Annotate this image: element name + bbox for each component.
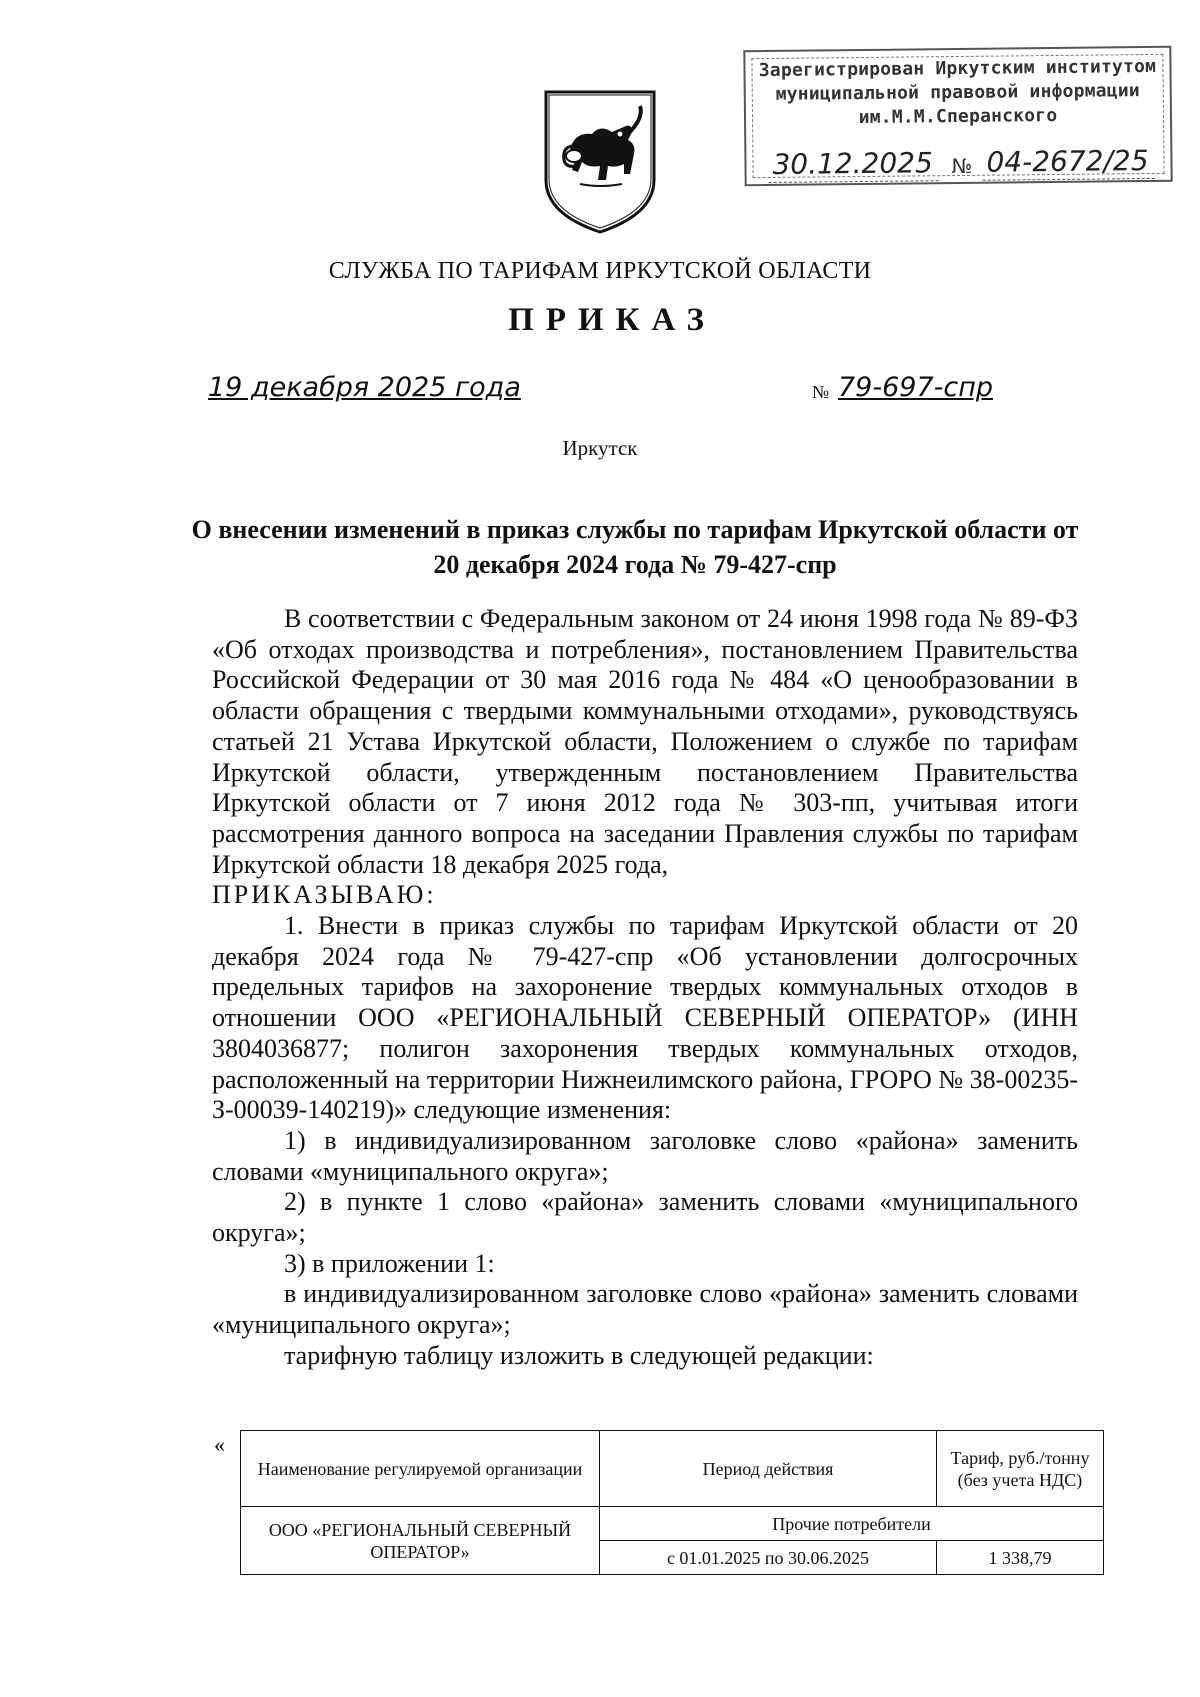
order-number: 79-697-спр [838, 372, 994, 403]
subitem-2-paragraph: 2) в пункте 1 слово «района» заменить словами «муниципального округа»; [212, 1187, 1078, 1248]
header-tariff: Тариф, руб./тонну (без учета НДС) [937, 1431, 1104, 1507]
stamp-date: 30.12.2025 [772, 146, 933, 181]
header-org: Наименование регулируемой организации [241, 1431, 600, 1507]
stamp-line-3: им.М.М.Сперанского [858, 104, 1058, 129]
coat-of-arms-icon [540, 88, 660, 236]
stamp-line-1: Зарегистрирован Иркутским институтом [758, 55, 1157, 82]
preamble-paragraph: В соответствии с Федеральным законом от 24 июня 1998 года № 89-ФЗ «Об отходах производства и потребления», постановлением Правительства Российской Федерации от 30 мая 2016 года № 484 «О ценообразовании в области обращения с твердыми коммунальными отходами», руководствуясь статьей 21 Устава Иркутской области, Положением о службе по тарифам Иркутской области, утвержденным постановлением Правительства Иркутской области от 7 июня 2012 года № 303-пп, учитывая итоги рассмотрения данного вопроса на заседании Правления службы по тарифам Иркутской области 18 декабря 2025 года, [212, 604, 1078, 879]
order-date: 19 декабря 2025 года [208, 372, 521, 403]
order-number-label: № [812, 382, 830, 402]
registration-stamp [743, 46, 1172, 186]
table-row [241, 1507, 1104, 1541]
table-open-quote: « [214, 1432, 225, 1457]
order-word: ПРИКАЗЫВАЮ: [212, 880, 437, 910]
subitem-3b-paragraph: тарифную таблицу изложить в следующей редакции: [284, 1340, 874, 1370]
tariff-cell: 1 338,79 [937, 1541, 1104, 1575]
city: Иркутск [562, 436, 638, 460]
stamp-line-2: муниципальной правовой информации [775, 80, 1140, 105]
consumer-group-cell: Прочие потребители [600, 1507, 1104, 1541]
header-period: Период действия [600, 1431, 937, 1507]
subitem-3a-paragraph: в индивидуализированном заголовке слово «района» заменить словами «муниципального округа»; [212, 1279, 1078, 1340]
subitem-3-paragraph: 3) в приложении 1: [284, 1248, 495, 1278]
tariff-table [240, 1430, 1104, 1575]
organization-cell: ООО «РЕГИОНАЛЬНЫЙ СЕВЕРНЫЙ ОПЕРАТОР» [241, 1507, 600, 1575]
period-cell: с 01.01.2025 по 30.06.2025 [600, 1541, 937, 1575]
stamp-number-label: № [951, 153, 973, 179]
organization-name: СЛУЖБА ПО ТАРИФАМ ИРКУТСКОЙ ОБЛАСТИ [328, 258, 872, 284]
document-type-title: ПРИКАЗ [508, 302, 716, 338]
table-header-row [241, 1431, 1104, 1507]
document-body [212, 604, 1078, 1372]
document-subject: О внесении изменений в приказ службы по тарифам Иркутской области от 20 декабря 2024 года № 79-427-спр [191, 515, 1079, 579]
item-1-paragraph: 1. Внести в приказ службы по тарифам Иркутской области от 20 декабря 2024 года № 79-427-спр «Об установлении долгосрочных предельных тарифов на захоронение твердых коммунальных отходов в отношении ООО «РЕГИОНАЛЬНЫЙ СЕВЕРНЫЙ ОПЕРАТОР» (ИНН 3804036877; полигон захоронения твердых коммунальных отходов, расположенный на территории Нижнеилимского района, ГРОРО № 38-00235-З-00039-140219)» следующие изменения: [212, 911, 1078, 1125]
stamp-number: 04-2672/25 [986, 144, 1149, 179]
subitem-1-paragraph: 1) в индивидуализированном заголовке слово «района» заменить словами «муниципального округа»; [212, 1125, 1078, 1186]
